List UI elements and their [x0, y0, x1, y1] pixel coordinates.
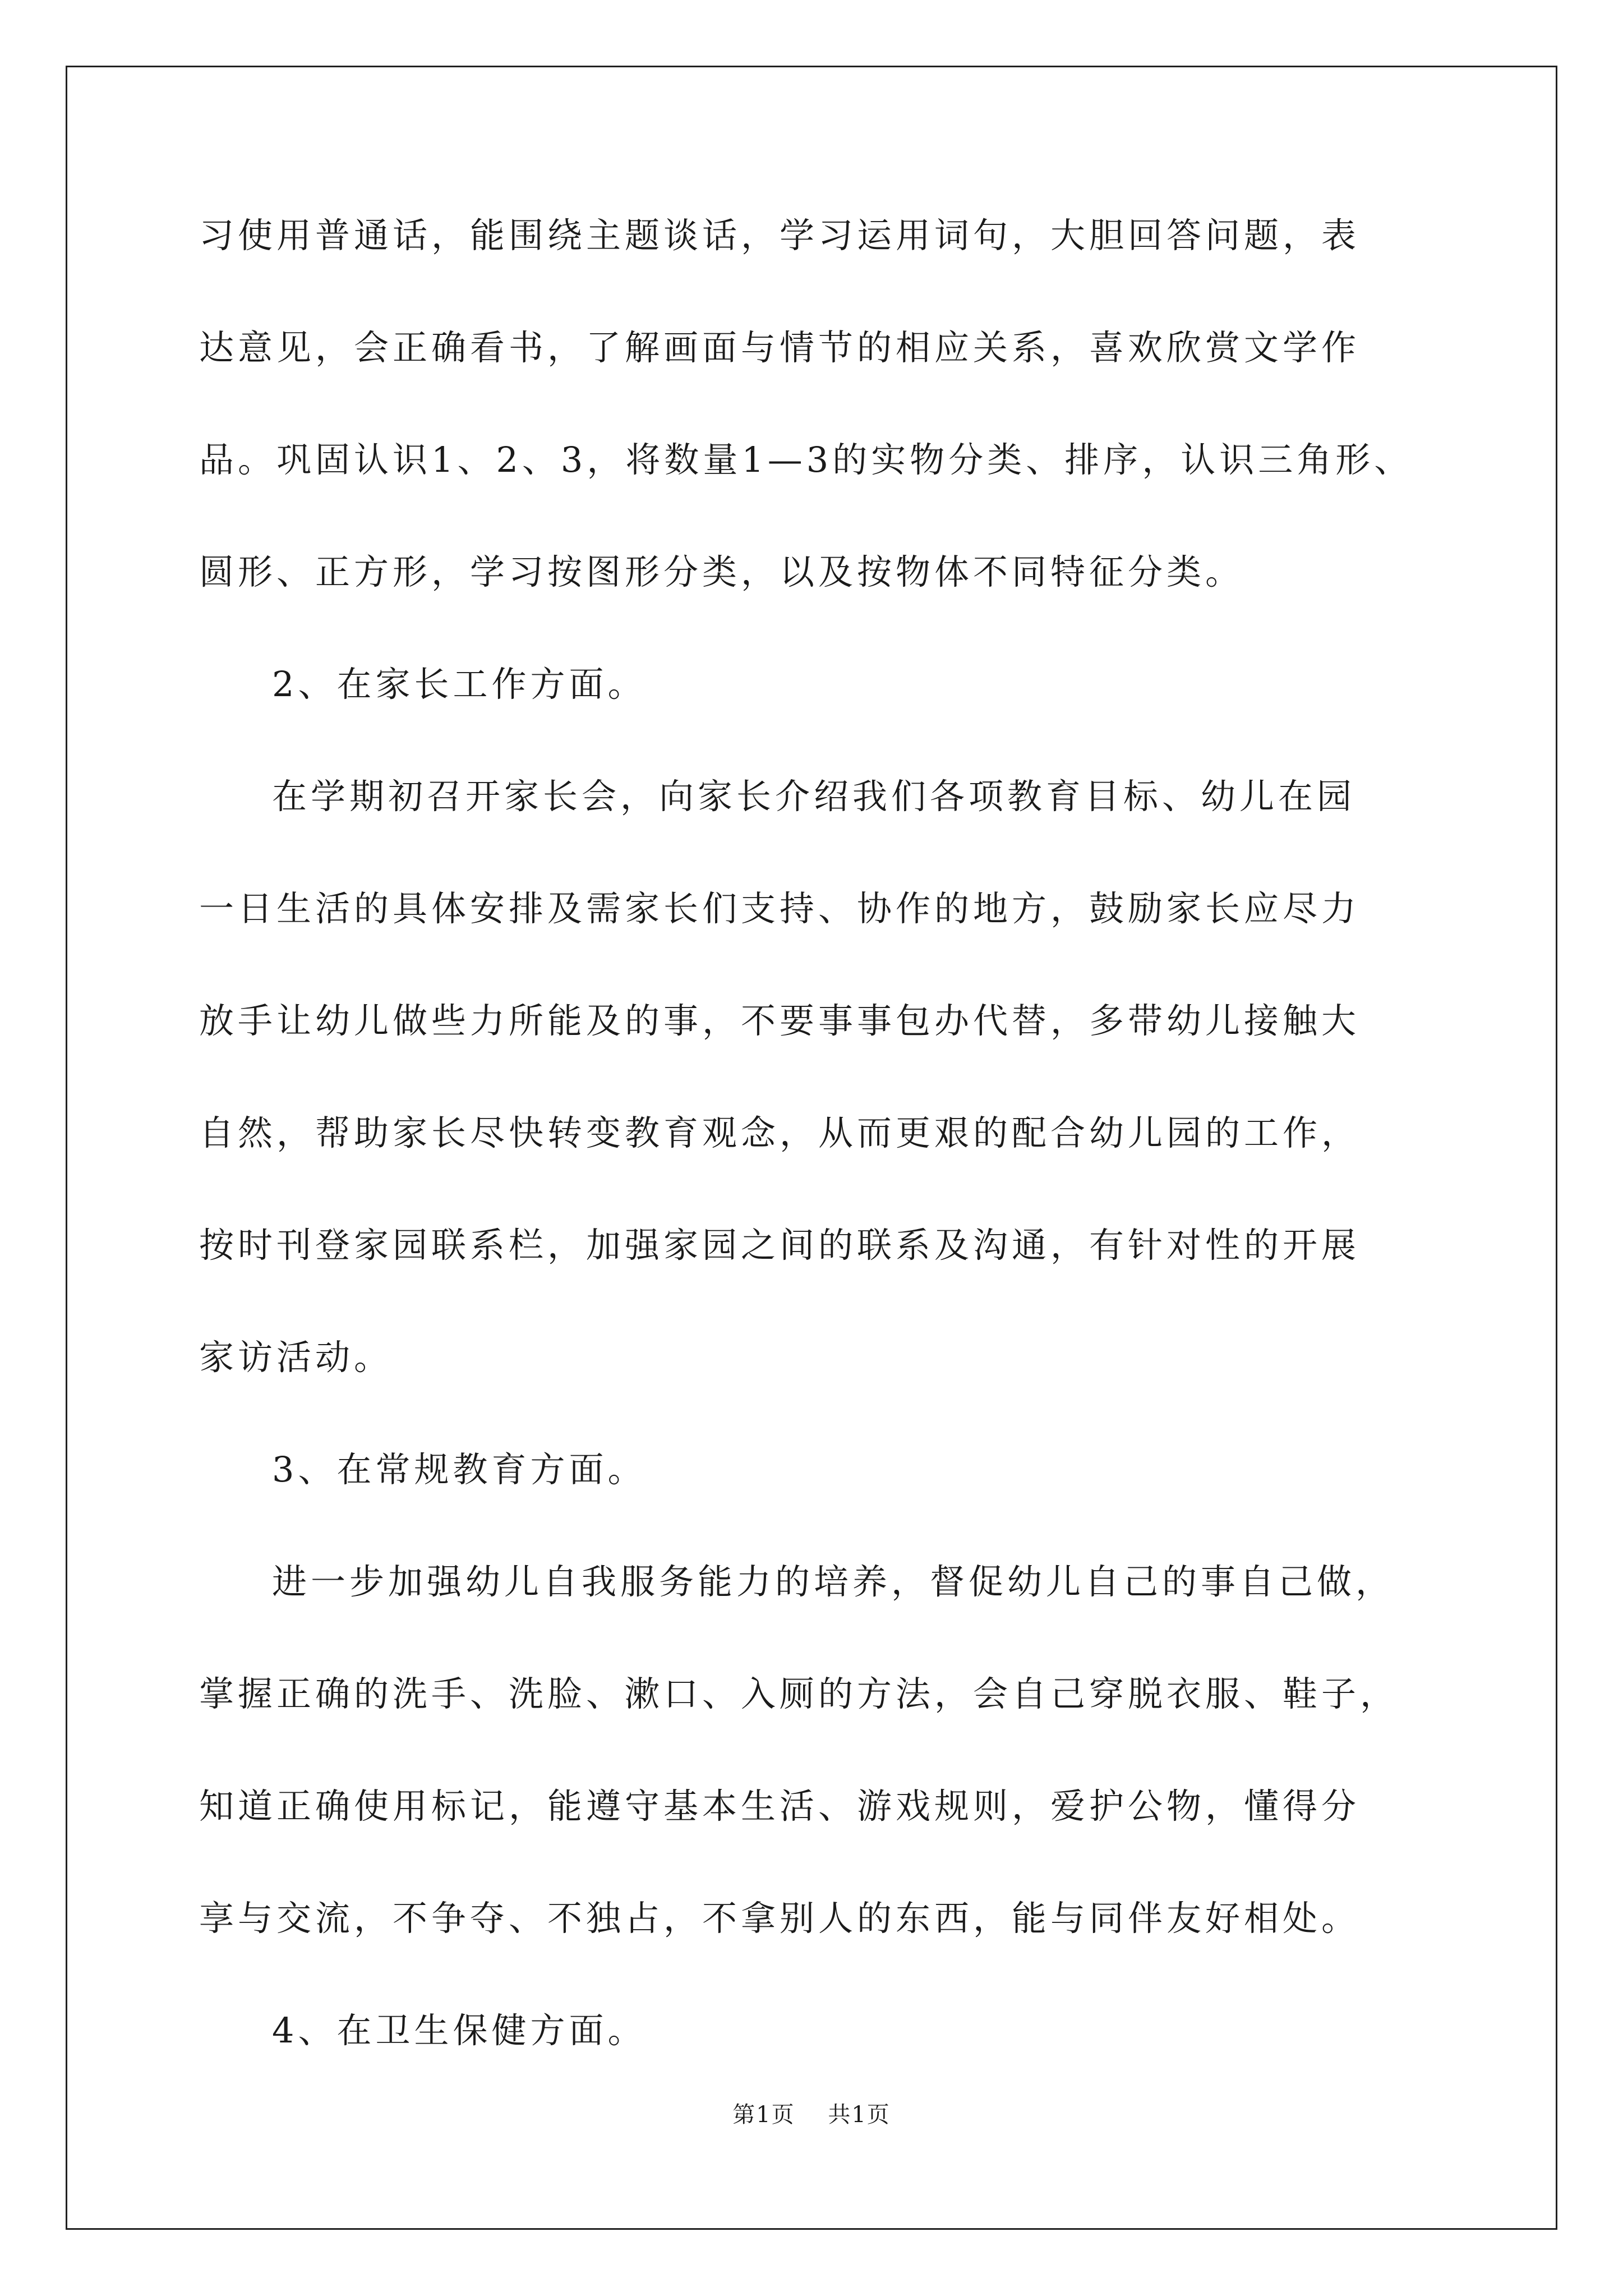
text-line: 掌握正确的洗手、洗脸、漱口、入厕的方法，会自己穿脱衣服、鞋子，: [199, 1673, 1399, 1714]
text-line: 享与交流，不争夺、不独占，不拿别人的东西，能与同伴友好相处。: [199, 1898, 1361, 1939]
section-heading: 2、在家长工作方面。: [272, 664, 647, 705]
text-line: 圆形、正方形，学习按图形分类，以及按物体不同特征分类。: [199, 551, 1244, 592]
text-line: 放手让幼儿做些力所能及的事，不要事事包办代替，多带幼儿接触大: [199, 1000, 1361, 1041]
text-line: 进一步加强幼儿自我服务能力的培养，督促幼儿自己的事自己做，: [272, 1561, 1395, 1602]
text-line: 习使用普通话，能围绕主题谈话，学习运用词句，大胆回答问题，表: [199, 215, 1361, 256]
section-heading: 4、在卫生保健方面。: [272, 2010, 647, 2051]
text-line: 自然，帮助家长尽快转变教育观念，从而更艰的配合幼儿园的工作，: [199, 1112, 1361, 1153]
page-number: 第1页: [732, 2102, 795, 2128]
section-heading: 3、在常规教育方面。: [272, 1449, 647, 1490]
text-line: 一日生活的具体安排及需家长们支持、协作的地方，鼓励家长应尽力: [199, 888, 1361, 929]
text-line: 在学期初召开家长会，向家长介绍我们各项教育目标、幼儿在园: [272, 776, 1356, 817]
text-line: 达意见，会正确看书，了解画面与情节的相应关系，喜欢欣赏文学作: [199, 327, 1361, 368]
text-line: 家访活动。: [199, 1337, 393, 1378]
page-total: 共1页: [828, 2102, 891, 2128]
text-line: 按时刊登家园联系栏，加强家园之间的联系及沟通，有针对性的开展: [199, 1225, 1361, 1266]
text-line: 知道正确使用标记，能遵守基本生活、游戏规则，爱护公物，懂得分: [199, 1786, 1361, 1826]
page-footer: [0, 2099, 1623, 2131]
text-line: 品。巩固认识1、2、3，将数量1—3的实物分类、排序，认识三角形、: [199, 439, 1413, 480]
